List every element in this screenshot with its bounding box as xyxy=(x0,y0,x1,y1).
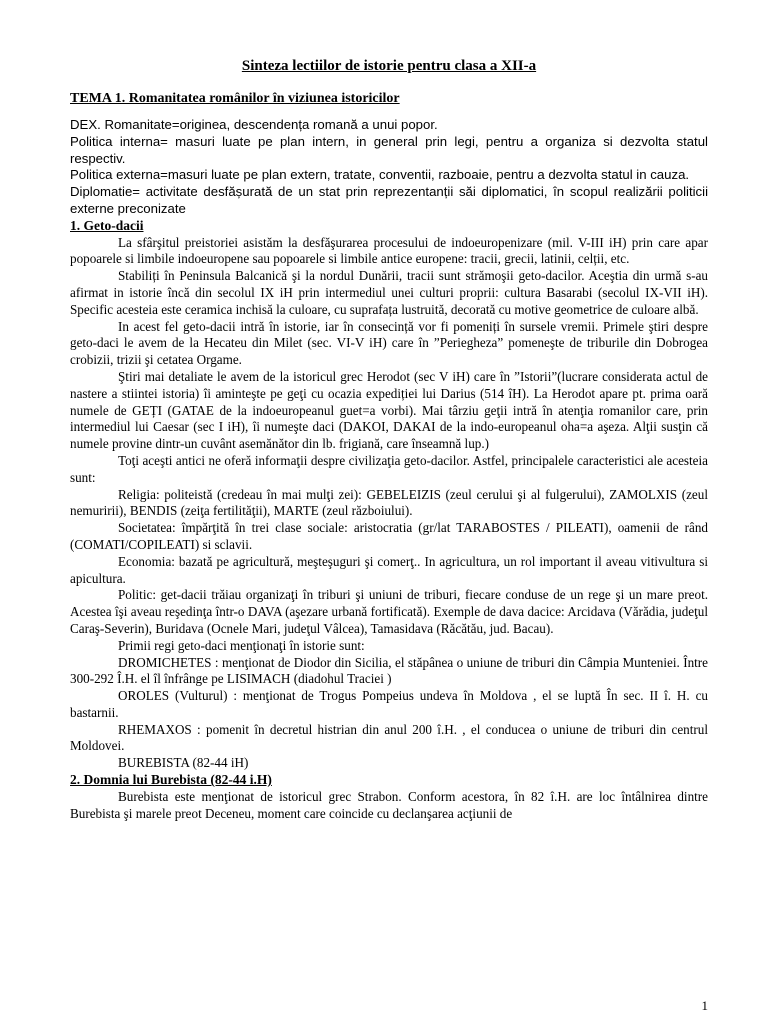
definition-politica-interna: Politica interna= masuri luate pe plan intern, in general prin legi, pentru a organiza si dezvolta statul respectiv. xyxy=(70,133,708,166)
paragraph-oroles: OROLES (Vulturul) : menţionat de Trogus Pompeius undeva în Moldova , el se luptă În sec. II î. H. cu bastarnii. xyxy=(70,688,708,720)
definition-diplomatie: Diplomatie= activitate desfășurată de un stat prin reprezentanții săi diplomatici, în scopul realizării politicii externe preconizate xyxy=(70,184,708,216)
document-page xyxy=(70,56,708,822)
section-heading-geto-dacii: 1. Geto-dacii xyxy=(70,217,144,233)
paragraph: In acest fel geto-dacii intră în istorie, iar în consecință vor fi pomeniți în sursele vremii. Primele ştiri despre geto-daci le avem de la Hecateu din Milet (sec. VI-V iH) care în ”Periegheza” pomeneşte de triburile din Dobrogea crobizii, trizii şi cetatea Orgame. xyxy=(70,318,708,368)
section-heading-burebista: 2. Domnia lui Burebista (82-44 i.H) xyxy=(70,772,272,788)
theme-title: TEMA 1. Romanitatea românilor în viziunea istoricilor xyxy=(70,91,400,106)
paragraph: Ştiri mai detaliate le avem de la istoricul grec Herodot (sec V iH) care în ”Istorii”(lucrare considerata actul de nastere a stiintei istoria) îi aminteşte pe geţi cu ocazia expediției lui Darius (514 îH). La Herodot apare pt. prima oară numele de GEȚI (GATAE de la indoeuropeanul guet=a vorbi). Mai târziu geţii intră în atenţia romanilor care, prin intermediul lui Caesar (sec I iH), îi numeşte daci (DAKOI, DAKAI de la indo-europeanul oha=a aşeza. Alţii susţin că numele provine dintr-un cuvânt asemănător din lb. frigiană, care înseamnă lup.) xyxy=(70,368,708,452)
page-number: 1 xyxy=(701,998,708,1013)
paragraph-economia: Economia: bazată pe agricultură, meşteşuguri şi comerţ.. In agricultura, un rol important il aveau vitivultura si apicultura. xyxy=(70,553,708,586)
definition-romanitate: DEX. Romanitate=originea, descendența romană a unui popor. xyxy=(70,117,438,132)
paragraph-societatea: Societatea: împărţită în trei clase sociale: aristocratia (gr/lat TARABOSTES / PILEATI), oamenii de rând (COMATI/COPILEATI) si sclavii. xyxy=(70,520,708,552)
paragraph: Burebista este menţionat de istoricul grec Strabon. Conform acestora, în 82 î.H. are loc întâlnirea dintre Burebista şi marele preot Deceneu, moment care coincide cu declanşarea acţiunii de xyxy=(70,788,708,821)
paragraph-religia: Religia: politeistă (credeau în mai mulţi zei): GEBELEIZIS (zeul cerului şi al fulgerului), ZAMOLXIS (zeul nemuririi), BENDIS (zeiţa fertilităţii), MARTE (zeul războiului). xyxy=(70,486,708,519)
paragraph-rhemaxos: RHEMAXOS : pomenit în decretul histrian din anul 200 î.H. , el conducea o uniune de triburi din centrul Moldovei. xyxy=(70,721,708,754)
definitions-block xyxy=(70,117,708,218)
paragraph: Stabiliți în Peninsula Balcanică şi la nordul Dunării, tracii sunt strămoşii geto-dacilor. Aceştia din urmă s-au afirmat in istorie încă din secolul IX iH prin intermediul unei culturi proprii: cultura Basarabi (secolul IX-VII iH). Specific acesteia este ceramica inchisă la culoare, cu suprafața lustruită, decorată cu motive geometrice de culoare albă. xyxy=(70,268,708,317)
paragraph-burebista: BUREBISTA (82-44 iH) xyxy=(118,755,249,771)
paragraph: La sfârşitul preistoriei asistăm la desfăşurarea procesului de indoeuropenizare (mil. V-III iH) prin care apar popoarele si limbile indoeuropene sau popoarele si limbile antice europene: tracii, grecii, latinii, celții, etc. xyxy=(70,234,708,267)
paragraph-politic: Politic: get-dacii trăiau organizaţi în triburi şi uniuni de triburi, fiecare conduse de un rege şi un mare preot. Acestea îşi aveau reşedinţa într-o DAVA (aşezare urbană fortificată). Exemple de dava dacice: Arcidava (Vărădia, judeţul Caraş-Severin), Buridava (Ocnele Mari, judeţul Vâlcea), Tamasidava (Răcătău, jud. Bacau). xyxy=(70,587,708,636)
document-title: Sinteza lectiilor de istorie pentru clasa a XII-a xyxy=(241,58,537,74)
paragraph: Toţi aceşti antici ne oferă informaţii despre civilizaţia geto-dacilor. Astfel, principalele caracteristici ale acesteia sunt: xyxy=(70,452,708,485)
paragraph: Primii regi geto-daci menţionaţi în istorie sunt: xyxy=(118,637,365,653)
paragraph-dromichetes: DROMICHETES : menţionat de Diodor din Sicilia, el stăpânea o uniune de triburi din Câmpia Munteniei. Între 300-292 Î.H. el îl înfrânge pe LISIMACH (diadohul Traciei ) xyxy=(70,654,708,687)
definition-politica-externa: Politica externa=masuri luate pe plan extern, tratate, conventii, razboaie, pentru a dezvolta statul in cauza. xyxy=(70,167,690,183)
